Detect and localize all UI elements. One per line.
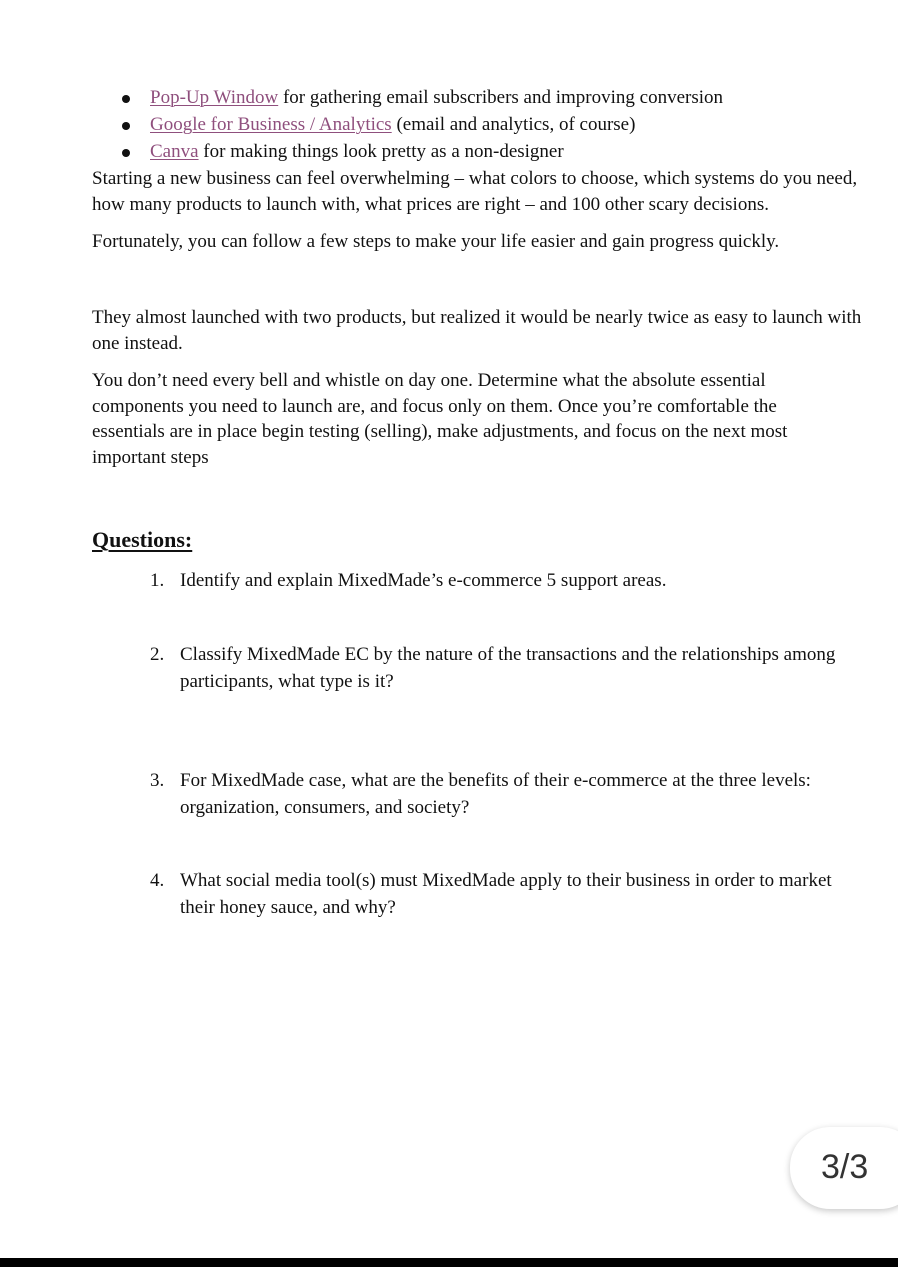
- paragraph-fortunately: Fortunately, you can follow a few steps to make your life easier and gain progress quickly.: [92, 231, 780, 252]
- list-item-text: for gathering email subscribers and improving conversion: [278, 87, 724, 108]
- question-text: Classify MixedMade EC by the nature of the transactions and the relationships among participants, what type is it?: [180, 644, 836, 692]
- bullet-icon: [122, 95, 130, 103]
- question-text: Identify and explain MixedMade’s e-commerce 5 support areas.: [180, 570, 667, 591]
- list-item-text: (email and analytics, of course): [391, 114, 636, 135]
- page-indicator[interactable]: [790, 1127, 898, 1209]
- questions-heading: Questions:: [92, 527, 193, 552]
- question-item: [150, 867, 860, 921]
- question-text: What social media tool(s) must MixedMade apply to their business in order to market their honey sauce, and why?: [180, 870, 832, 918]
- list-item: [92, 86, 723, 113]
- resource-list: [92, 86, 723, 167]
- pop-up-window-link[interactable]: Pop-Up Window: [150, 87, 279, 108]
- list-item: [92, 140, 723, 167]
- bottom-navigation-bar: [0, 1258, 898, 1267]
- question-item: [150, 641, 860, 695]
- list-item-text: for making things look pretty as a non-designer: [198, 141, 564, 162]
- list-item: [92, 113, 723, 140]
- paragraph-essentials: You don’t need every bell and whistle on day one. Determine what the absolute essential components you need to launch are, and focus only on them. Once you’re comfortable the essentials are in place begin testing (selling), make adjustments, and focus on the next most important steps: [92, 370, 788, 468]
- question-item: [150, 567, 860, 594]
- question-item: [150, 767, 860, 821]
- bullet-icon: [122, 149, 130, 157]
- canva-link[interactable]: Canva: [150, 141, 199, 162]
- question-number: 3.: [150, 770, 165, 791]
- google-analytics-link[interactable]: Google for Business / Analytics: [150, 114, 392, 135]
- question-number: 4.: [150, 870, 165, 891]
- paragraph-overwhelming: Starting a new business can feel overwhelming – what colors to choose, which systems do you need, how many products to launch with, what prices are right – and 100 other scary decisions.: [92, 168, 858, 215]
- page-indicator-label: 3/3: [821, 1148, 869, 1186]
- question-number: 2.: [150, 644, 165, 665]
- paragraph-two-products: They almost launched with two products, but realized it would be nearly twice as easy to launch with one instead.: [92, 307, 862, 354]
- bullet-icon: [122, 122, 130, 130]
- question-number: 1.: [150, 570, 165, 591]
- question-text: For MixedMade case, what are the benefits of their e-commerce at the three levels: organization, consumers, and society?: [180, 770, 811, 818]
